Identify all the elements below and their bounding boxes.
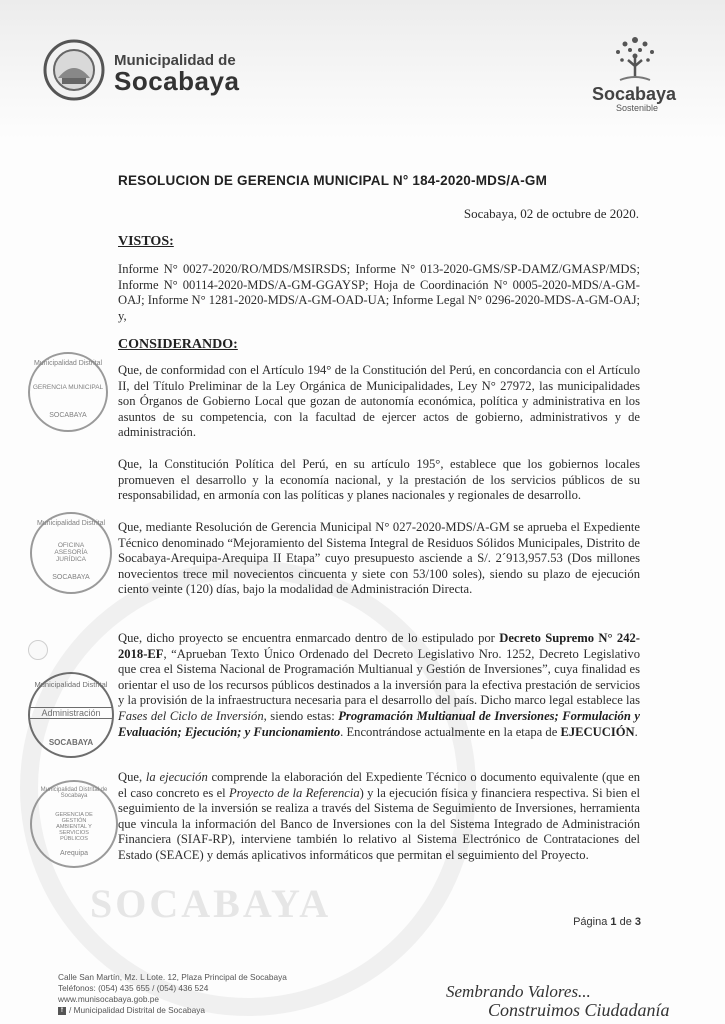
brand-subtitle: Sostenible xyxy=(616,103,659,113)
vistos-heading: VISTOS: xyxy=(118,234,174,249)
page-number: Página 1 de 3 xyxy=(573,916,641,928)
stamp-administracion: Municipalidad Distrital Administración SOCABAYA xyxy=(28,672,114,758)
footer-website: www.munisocabaya.gob.pe xyxy=(58,994,160,1004)
stamp-gerencia-municipal: Municipalidad Distrital GERENCIA MUNICIPAL SOCABAYA xyxy=(28,352,108,432)
document-date: Socabaya, 02 de octubre de 2020. xyxy=(463,206,639,221)
footer-address: Calle San Martín, Mz. L Lote. 12, Plaza Principal de Socabaya xyxy=(58,972,287,982)
footer-phones: Teléfonos: (054) 435 655 / (054) 436 524 xyxy=(58,983,209,993)
facebook-icon: f xyxy=(58,1007,66,1015)
slogan-line-2: Construimos Ciudadanía xyxy=(488,1000,670,1020)
brand-name: Socabaya xyxy=(592,84,677,104)
stamp-gestion-ambiental: Municipalidad Distrital de Socabaya GERENCIA DE GESTIÓN AMBIENTAL Y SERVICIOS PÚBLICOS Arequipa xyxy=(30,780,118,868)
socabaya-sostenible-logo xyxy=(600,30,670,85)
municipality-name: Socabaya xyxy=(114,66,240,96)
footer-facebook: f / Municipalidad Distrital de Socabaya xyxy=(58,1005,205,1015)
resolution-title: RESOLUCION DE GERENCIA MUNICIPAL N° 184-2020-MDS/A-GM xyxy=(118,173,548,188)
paragraph-5: Que, la ejecución comprende la elaboración del Expediente Técnico o documento equivalente (que en el caso concreto es el Proyecto de la Referencia) y la ejecución física y financiera respectiva. Si bien el seguimiento de la inversión se realiza a través del Sistema de Seguimiento de Inversiones, herramienta que vincula la información del Banco de Inversiones con la del Sistema Integrado de Administración Financiera (SIAF-RP), interviene también lo relativo al Sistema Electrónico de Contrataciones del Estado (SEACE) y demás aplicativos informáticos que permitan el seguimiento del Proyecto. xyxy=(118,770,641,862)
vistos-paragraph: Informe N° 0027-2020/RO/MDS/MSIRSDS; Informe N° 013-2020-GMS/SP-DAMZ/GMASP/MDS; Informe N° 00114-2020-MDS/A-GM-GGAYSP; Hoja de Coordinación N° 0005-2020-MDS/A-GM-OAJ; Informe N° 1281-2020-MDS/A-GM-OAD-UA; Informe Legal N° 0296-2020-MDS-A-GM-OAJ; y, xyxy=(118,262,640,323)
municipal-crest-logo xyxy=(42,38,106,102)
slogan-line-1: Sembrando Valores... xyxy=(446,982,591,1001)
paragraph-4: Que, dicho proyecto se encuentra enmarcado dentro de lo estipulado por Decreto Supremo N° 242-2018-EF, “Aprueban Texto Único Ordenado del Decreto Legislativo Nro. 1252, Decreto Legislativo que crea el Sistema Nacional de Programación Multianual y Gestión de Inversiones”, cuya finalidad es orientar el uso de los recursos públicos destinados a la inversión para la efectiva prestación de servicios y la provisión de la infraestructura necesaria para el desarrollo del país. Dicho marco legal establece las Fases del Ciclo de Inversión, siendo estas: Programación Multianual de Inversiones; Formulación y Evaluación; Ejecución; y Funcionamiento. Encontrándose actualmente en la etapa de EJECUCIÓN. xyxy=(118,631,640,739)
considerando-heading: CONSIDERANDO: xyxy=(118,337,238,352)
punch-hole xyxy=(28,640,48,660)
stamp-asesoria-juridica: Municipalidad Distrital OFICINA ASESORÍA JURÍDICA SOCABAYA xyxy=(30,512,112,594)
paragraph-1: Que, de conformidad con el Artículo 194° de la Constitución del Perú, en concordancia con el Artículo II, del Título Preliminar de la Ley Orgánica de Municipalidades, Ley N° 27972, las municipalidades son Órganos de Gobierno Local que gozan de autonomía económica, política y administrativa en los asuntos de su competencia, con la facultad de ejercer actos de gobierno, administrativos y de administración. xyxy=(118,363,640,440)
municipality-label: Municipalidad de xyxy=(114,52,236,69)
paragraph-2: Que, la Constitución Política del Perú, en su artículo 195°, establece que los gobiernos locales promueven el desarrollo y la economía nacional, y la prestación de los servicios públicos de su responsabilidad, en armonía con las políticas y planes nacionales y regionales de desarrollo. xyxy=(118,457,640,503)
watermark-text: SOCABAYA xyxy=(90,881,332,926)
paragraph-3: Que, mediante Resolución de Gerencia Municipal N° 027-2020-MDS/A-GM se aprueba el Expediente Técnico denominado “Mejoramiento del Sistema Integral de Residuos Sólidos Municipales, Distrito de Socabaya-Arequipa-Arequipa II Etapa” cuyo presupuesto asciende a S/. 2´913,957.53 (Dos millones novecientos trece mil novecientos cincuenta y siete con 53/100 soles), siendo su plazo de ejecución ciento veinte (120) días, bajo la modalidad de Administración Directa. xyxy=(118,520,640,597)
